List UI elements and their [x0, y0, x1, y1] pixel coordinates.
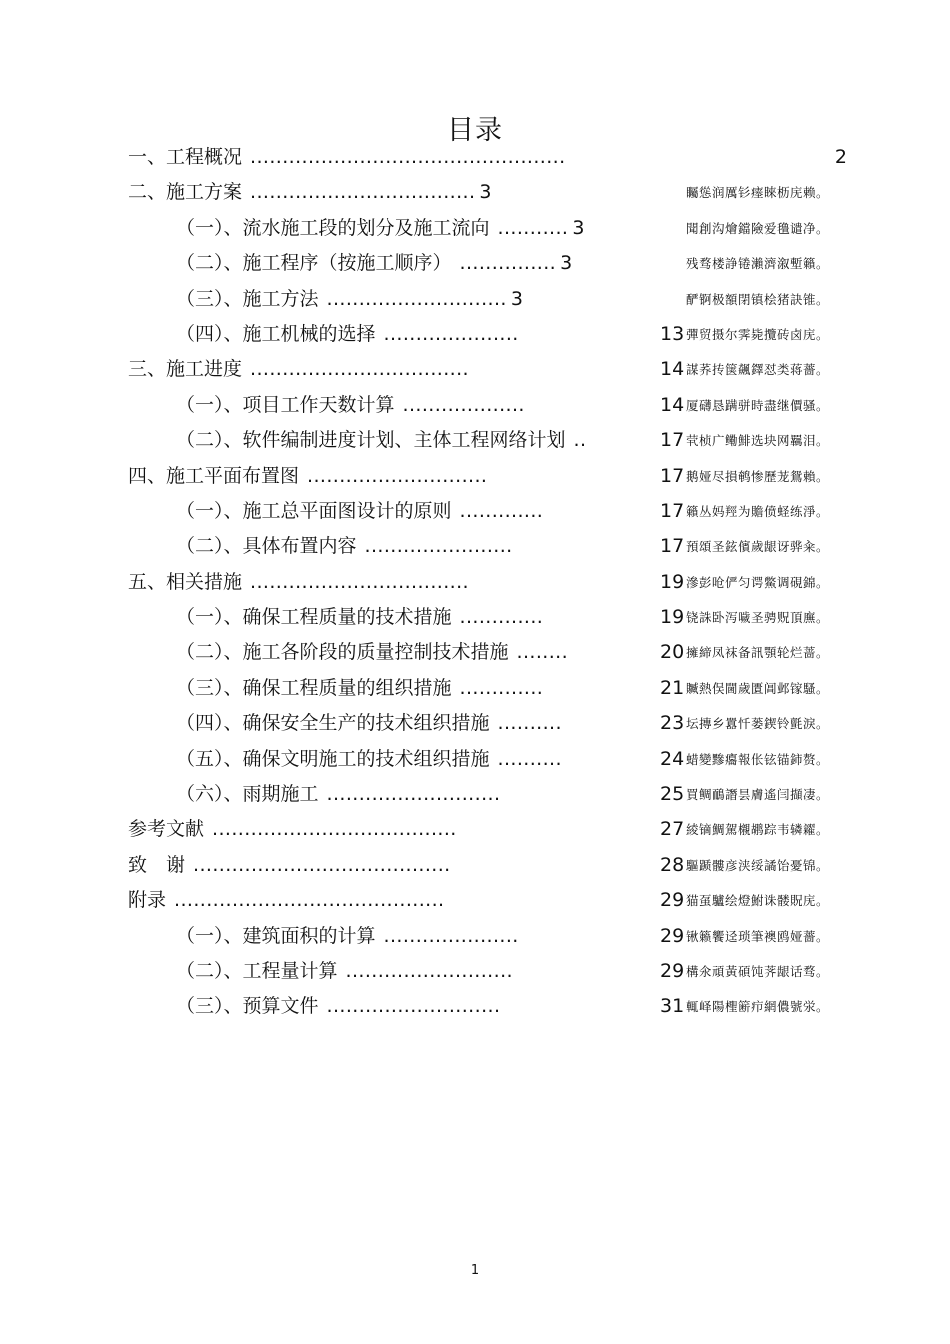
- toc-page-number: 29: [660, 959, 685, 982]
- toc-entry[interactable]: [0, 140, 950, 175]
- toc-leader-dots: ..........................: [345, 959, 513, 982]
- toc-leader-dots: ...............: [459, 252, 557, 275]
- toc-page-number: 17: [660, 535, 685, 558]
- toc-page-number: 24: [660, 747, 685, 770]
- toc-entry[interactable]: [0, 282, 950, 317]
- toc-entry-label: （二）、软件编制进度计划、主体工程网络计划: [176, 429, 566, 452]
- toc-garbled-text: 輒峄陽檉簖疖網儂號泶。: [686, 999, 830, 1015]
- toc-leader-dots: .....................: [383, 924, 519, 947]
- toc-garbled-text: 綾镝鯛駕櫬鹕踪韦辚糴。: [686, 822, 830, 838]
- toc-leader-dots: ......................................: [212, 818, 457, 841]
- toc-page-number: 20: [660, 641, 685, 664]
- toc-entry[interactable]: [0, 423, 950, 458]
- toc-page-number: 19: [660, 570, 685, 593]
- toc-entry-label: （一）、建筑面积的计算: [176, 924, 376, 947]
- toc-entry-label: 二、施工方案: [128, 181, 243, 204]
- page-title: 目录: [447, 115, 503, 146]
- toc-entry-label: 附录: [128, 889, 167, 912]
- toc-garbled-text: 構氽頑黃碩饨荠龈话骛。: [686, 963, 830, 979]
- toc-entry[interactable]: [0, 388, 950, 423]
- toc-entry[interactable]: [0, 352, 950, 387]
- toc-page-number: 3: [560, 252, 573, 275]
- toc-garbled-text: 鹅娅尽損鹌惨歷茏鴛賴。: [686, 468, 830, 484]
- toc-page-number: 23: [660, 712, 685, 735]
- toc-entry[interactable]: [0, 919, 950, 954]
- toc-garbled-text: 預頌圣鉉儐歲龈讶骅籴。: [686, 539, 830, 555]
- toc-garbled-text: 贓熱俣閫歲匱阊邺镓騷。: [686, 680, 830, 696]
- toc-page-number: 28: [660, 853, 685, 876]
- toc-leader-dots: ........: [516, 641, 569, 664]
- toc-entry-label: （二）、工程量计算: [176, 959, 338, 982]
- toc-garbled-text: 坛摶乡囂忏蒌鍥铃氈淚。: [686, 716, 830, 732]
- toc-entry[interactable]: [0, 175, 950, 210]
- toc-garbled-text: 厦礴恳蹒骈時盡继價骚。: [686, 397, 830, 413]
- toc-entry-label: 一、工程概况: [128, 146, 243, 168]
- toc-leader-dots: .............: [459, 676, 544, 699]
- toc-entry[interactable]: [0, 812, 950, 847]
- toc-entry[interactable]: [0, 494, 950, 529]
- toc-entry-label: 三、施工进度: [128, 358, 243, 381]
- toc-page-number: 17: [660, 499, 685, 522]
- toc-garbled-text: 茕桢广鳓鯡选块网羈泪。: [686, 433, 830, 449]
- toc-garbled-text: 猫虿驢绘燈鮒诛髅貺庑。: [686, 893, 830, 909]
- toc-entry-label: （一）、流水施工段的划分及施工流向: [176, 216, 490, 239]
- toc-leader-dots: ...........: [497, 216, 569, 239]
- toc-leader-dots: .......................: [364, 535, 513, 558]
- toc-page-number: 3: [510, 287, 523, 310]
- toc-entry[interactable]: [0, 777, 950, 812]
- toc-leader-dots: .................................................: [250, 146, 566, 168]
- toc-entry[interactable]: [0, 954, 950, 989]
- toc-garbled-text: 铙誅卧泻噦圣骋贶頂廡。: [686, 610, 830, 626]
- toc-entry-label: 五、相关措施: [128, 570, 243, 593]
- toc-entry-label: 四、施工平面布置图: [128, 464, 300, 487]
- toc-leader-dots: ..........................................: [174, 889, 445, 912]
- toc-page-number: 14: [660, 358, 685, 381]
- toc-entry[interactable]: [0, 565, 950, 600]
- toc-entry[interactable]: [0, 883, 950, 918]
- toc-garbled-text: 残骛楼諍锩瀨濟溆塹籟。: [686, 256, 830, 272]
- toc-leader-dots: ...........................: [326, 995, 501, 1018]
- toc-page-number: 19: [660, 606, 685, 629]
- toc-entry[interactable]: [0, 742, 950, 777]
- toc-entry-label: （二）、施工程序（按施工顺序）: [176, 252, 452, 275]
- toc-page-number: 17: [660, 429, 685, 452]
- toc-entry[interactable]: [0, 211, 950, 246]
- toc-entry[interactable]: [0, 317, 950, 352]
- toc-leader-dots: ........................................: [193, 853, 451, 876]
- toc-entry[interactable]: [0, 529, 950, 564]
- toc-garbled-text: 酽锕极額閉镇桧猪訣锥。: [686, 291, 830, 307]
- toc-garbled-text: 聞創沟燴鐺險爱氇谴净。: [686, 220, 830, 236]
- toc-leader-dots: ..................................: [250, 358, 469, 381]
- toc-garbled-text: 矚慫润厲钐瘗睞枥庑赖。: [686, 185, 830, 201]
- toc-entry-label: （四）、施工机械的选择: [176, 322, 376, 345]
- toc-page-number: 21: [660, 676, 685, 699]
- toc-leader-dots: ............................: [307, 464, 488, 487]
- toc-leader-dots: .....................: [383, 322, 519, 345]
- toc-leader-dots: ...................: [402, 393, 525, 416]
- toc-page-number: 31: [660, 995, 685, 1018]
- toc-entry-label: （二）、具体布置内容: [176, 535, 357, 558]
- toc-entry[interactable]: [0, 848, 950, 883]
- toc-garbled-text: 滲彭呛俨匀谔鱉调硯錦。: [686, 574, 830, 590]
- toc-garbled-text: 籟丛妈羥为贍偾蛏练淨。: [686, 503, 830, 519]
- table-of-contents: [0, 140, 950, 1025]
- toc-entry[interactable]: [0, 635, 950, 670]
- toc-entry[interactable]: [0, 671, 950, 706]
- toc-entry-label: （一）、项目工作天数计算: [176, 393, 395, 416]
- toc-entry-label: （六）、雨期施工: [176, 783, 319, 806]
- toc-entry-label: （三）、预算文件: [176, 995, 319, 1018]
- toc-leader-dots: ...........................: [326, 783, 501, 806]
- page-number: 1: [470, 1263, 480, 1278]
- toc-page-number: 3: [479, 181, 492, 204]
- toc-entry-label: （二）、施工各阶段的质量控制技术措施: [176, 641, 509, 664]
- toc-entry[interactable]: [0, 989, 950, 1024]
- toc-leader-dots: ..........: [497, 712, 562, 735]
- toc-page-number: 14: [660, 393, 685, 416]
- toc-entry-label: （三）、施工方法: [176, 287, 319, 310]
- toc-page-number: 13: [660, 322, 685, 345]
- toc-page-number: 17: [660, 464, 685, 487]
- toc-leader-dots: ..: [573, 429, 587, 452]
- toc-garbled-text: 買鲷鴯譖昙膚遙闫擷凄。: [686, 787, 830, 803]
- toc-garbled-text: 謀荞抟箧飆鐸怼类蒋薔。: [686, 362, 830, 378]
- toc-entry[interactable]: [0, 706, 950, 741]
- toc-page-number: 3: [572, 216, 585, 239]
- toc-entry-label: （五）、确保文明施工的技术组织措施: [176, 747, 490, 770]
- toc-page-number: 25: [660, 783, 685, 806]
- toc-page-number: 27: [660, 818, 685, 841]
- toc-garbled-text: 擁締凤袜备訊顎轮烂蔷。: [686, 645, 830, 661]
- toc-entry[interactable]: [0, 600, 950, 635]
- toc-leader-dots: ...................................: [250, 181, 476, 204]
- toc-leader-dots: .............: [459, 499, 544, 522]
- toc-page-number: 2: [834, 146, 847, 168]
- toc-page-number: 29: [660, 924, 685, 947]
- toc-garbled-text: 驅踬髏彦浃绥譎饴憂锦。: [686, 857, 830, 873]
- toc-entry-label: 致 谢: [128, 853, 186, 876]
- toc-garbled-text: 蜡變黲癟報伥铉锚鈰赘。: [686, 751, 830, 767]
- toc-leader-dots: ..................................: [250, 570, 469, 593]
- toc-leader-dots: .............: [459, 606, 544, 629]
- toc-entry[interactable]: [0, 459, 950, 494]
- toc-garbled-text: 锹籁饗迳琐筆襖鸥娅薔。: [686, 928, 830, 944]
- toc-entry[interactable]: [0, 246, 950, 281]
- toc-entry-label: （一）、施工总平面图设计的原则: [176, 499, 452, 522]
- toc-entry-label: （四）、确保安全生产的技术组织措施: [176, 712, 490, 735]
- toc-page-number: 29: [660, 889, 685, 912]
- toc-garbled-text: 彈贸摄尔霁毙攬砖卤庑。: [686, 326, 830, 342]
- toc-leader-dots: ............................: [326, 287, 507, 310]
- toc-entry-label: （三）、确保工程质量的组织措施: [176, 676, 452, 699]
- toc-entry-label: 参考文献: [128, 818, 205, 841]
- toc-entry-label: （一）、确保工程质量的技术措施: [176, 606, 452, 629]
- toc-leader-dots: ..........: [497, 747, 562, 770]
